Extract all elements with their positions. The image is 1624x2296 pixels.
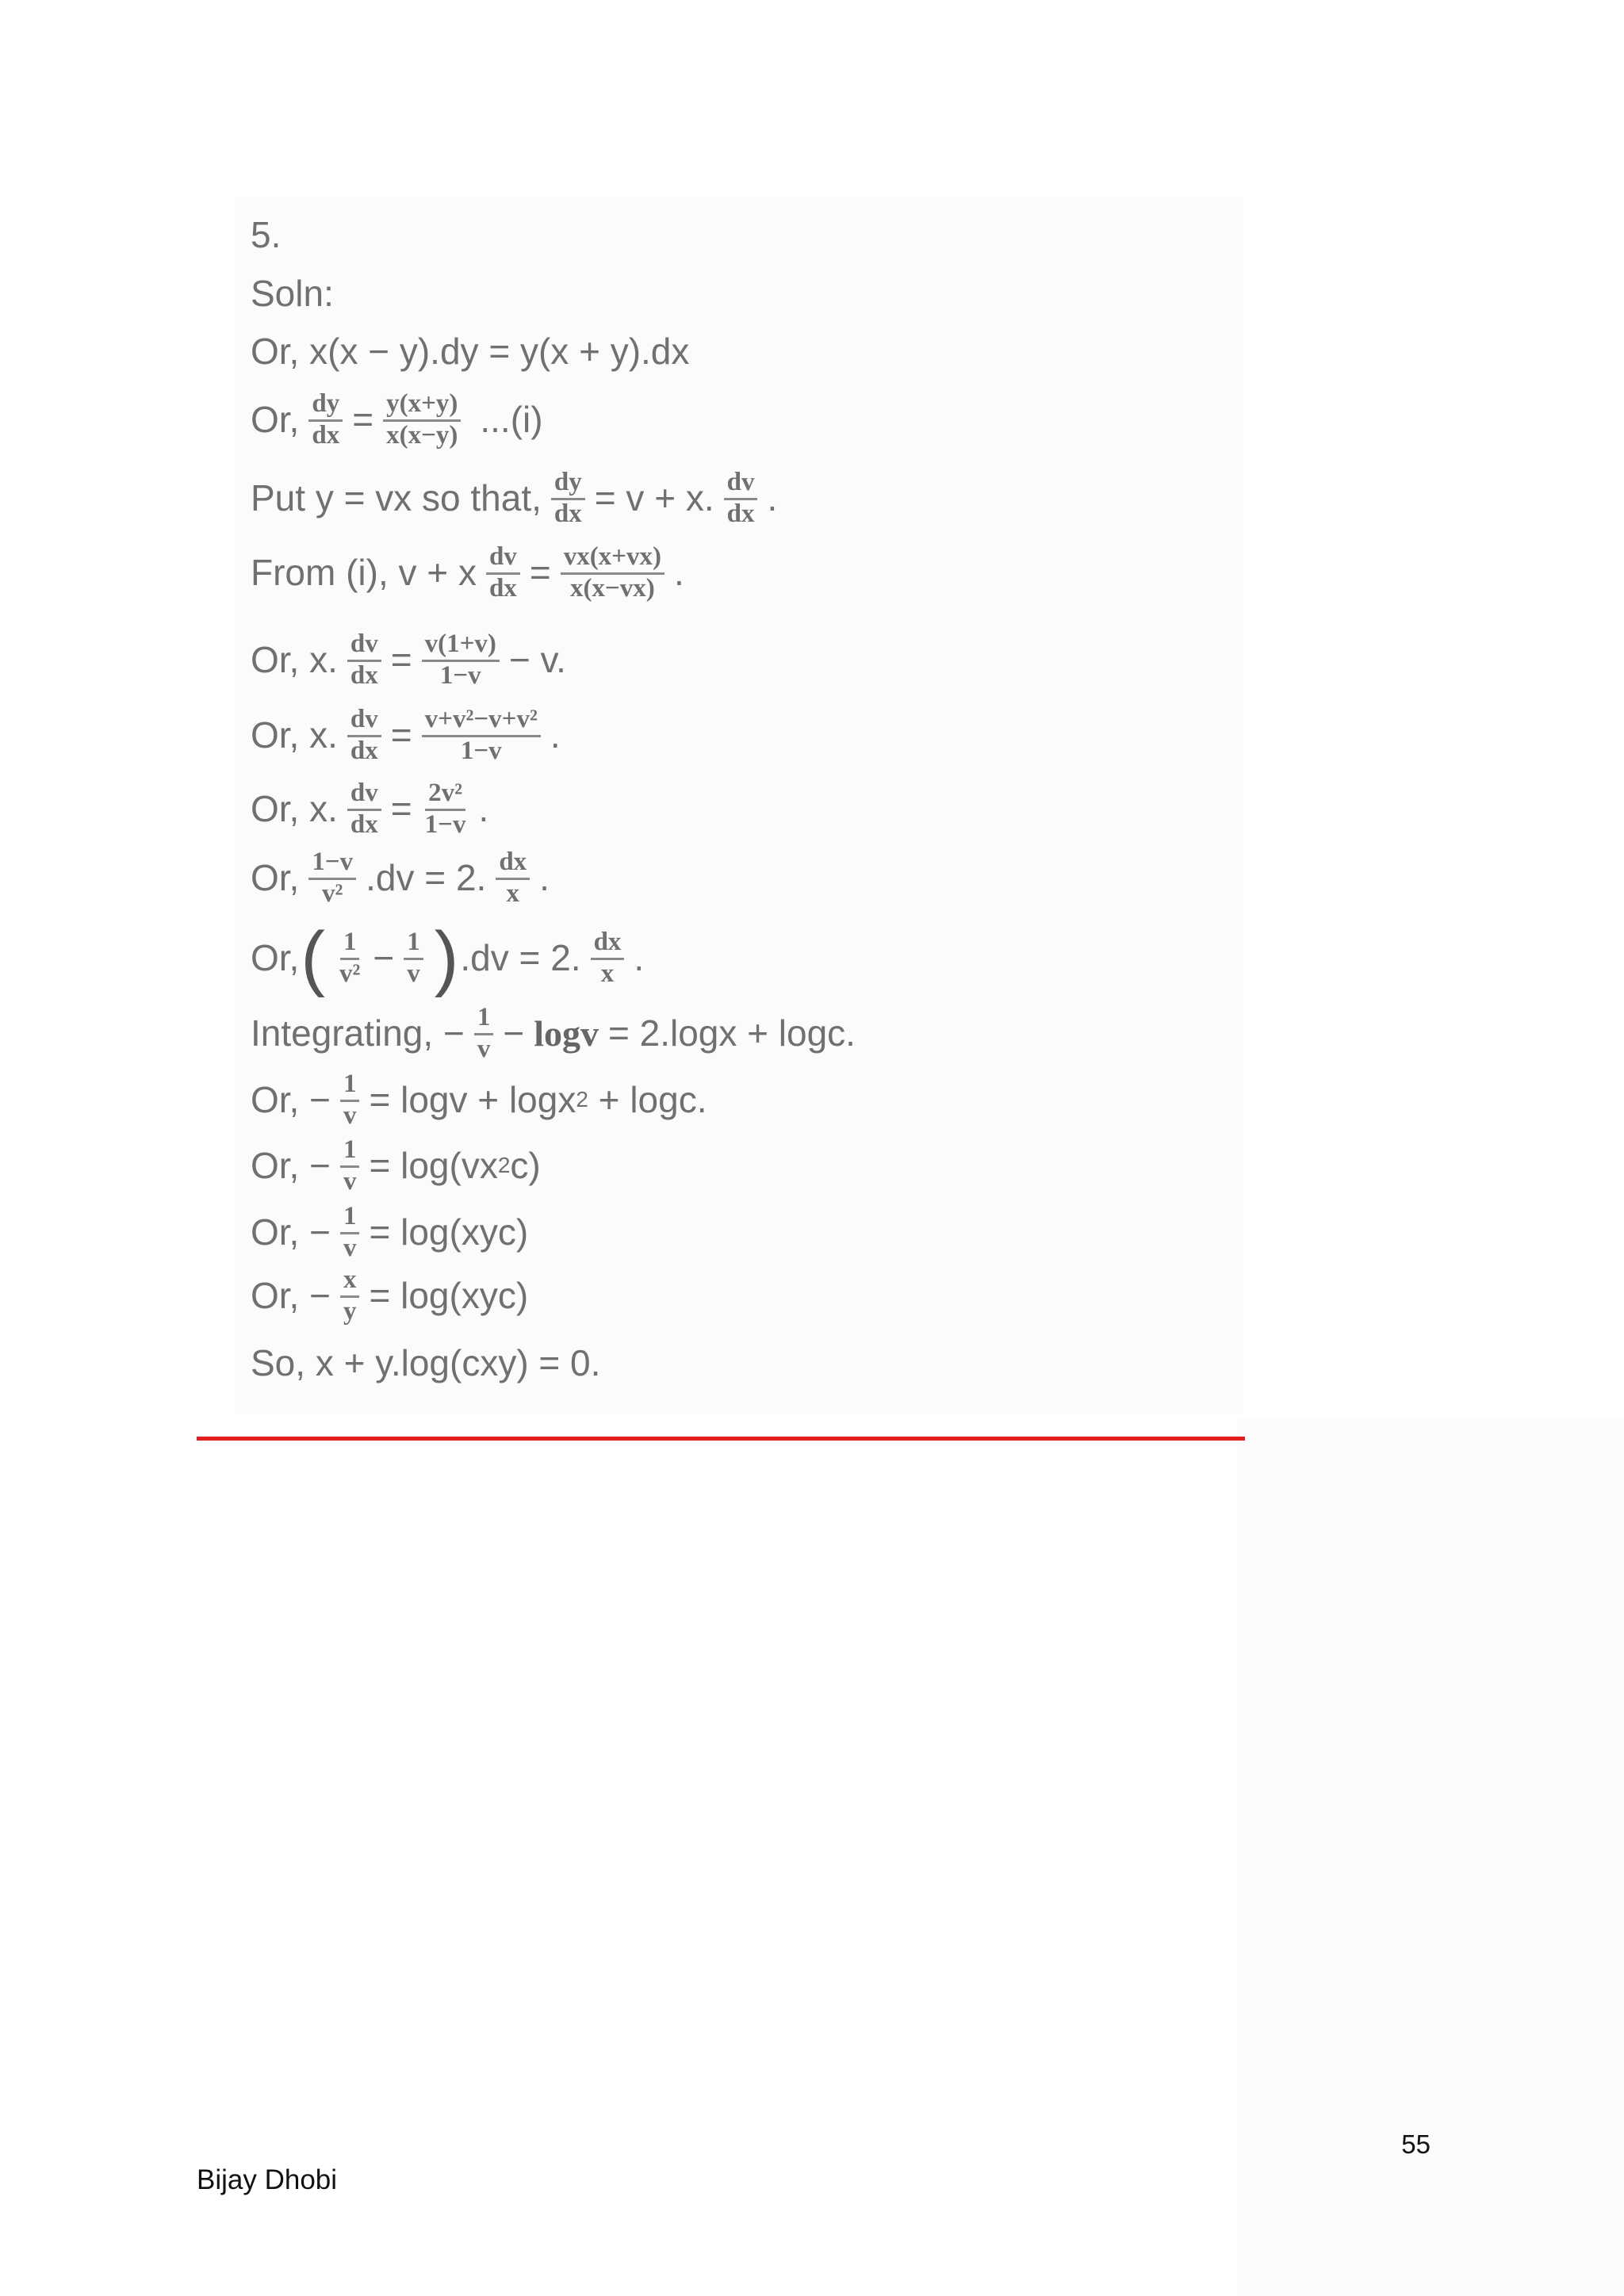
fraction: $\frac{dy}{dx}$ <box>551 469 585 527</box>
fraction: $\frac{\text{v+v²−v+v²}}{1-v}$ <box>422 706 541 764</box>
solution-line: Or, ( $\frac{1}{\text{v²}}$ − $\frac{1}{v}$ ) .dv = 2. $\frac{dx}{x}$ . <box>251 917 645 998</box>
fraction: $\frac{\text{2v²}}{1-v}$ <box>424 778 466 839</box>
fraction: $\frac{dv}{dx}$ <box>347 706 381 764</box>
fraction: $\frac{v(1+v)}{1-v}$ <box>422 630 500 689</box>
solution-line: Or, x. $\frac{dv}{dx}$ = $\frac{\text{2v²}}{1-v}$ . <box>251 778 489 839</box>
author-name: Bijay Dhobi <box>197 2164 338 2195</box>
fraction: $\frac{1}{v}$ <box>404 928 423 987</box>
page-shading <box>1237 1419 1624 2296</box>
left-parenthesis: ( <box>301 917 325 998</box>
solution-line: Or, $\frac{1-v}{\text{v²}}$ .dv = 2. $\frac{dx}{x}$ . <box>251 847 550 908</box>
fraction: $\frac{y(x+y)}{x(x-y)}$ <box>383 390 461 449</box>
fraction: $\frac{dy}{dx}$ <box>308 390 343 449</box>
fraction: $\frac{1}{v}$ <box>340 1070 360 1129</box>
fraction: $\frac{1-v}{\text{v²}}$ <box>308 848 356 907</box>
solution-line: So, x + y.log(cxy) = 0. <box>251 1342 601 1383</box>
solution-line: Or, − $\frac{x}{y}$ = log(xyc) <box>251 1265 529 1326</box>
solution-line: Or, − $\frac{1}{v}$ = logv + logx 2 + logc. <box>251 1069 707 1130</box>
solution-line: Integrating, − $\frac{1}{v}$ − logv = 2.logx + logc. <box>251 1002 856 1063</box>
solution-line: Or, x. $\frac{dv}{dx}$ = $\frac{\text{v+v²−v+v²}}{1-v}$ . <box>251 704 561 765</box>
solution-line: Or, − $\frac{1}{v}$ = log(vx 2 c) <box>251 1135 541 1196</box>
solution-line: Put y = vx so that, $\frac{dy}{dx}$ = v + x. $\frac{dv}{dx}$ . <box>251 467 778 528</box>
fraction: $\frac{dv}{dx}$ <box>486 543 520 602</box>
solution-line: Or, x. $\frac{dv}{dx}$ = $\frac{v(1+v)}{1-v}$ − v. <box>251 629 566 690</box>
fraction: $\frac{dx}{x}$ <box>591 928 625 987</box>
solution-line: Or, $\frac{dy}{dx}$ = $\frac{y(x+y)}{x(x-y)}$ ...(i) <box>251 388 543 450</box>
fraction: $\frac{dx}{x}$ <box>496 848 530 907</box>
fraction: $\frac{1}{v}$ <box>474 1004 494 1062</box>
solution-label: Soln: <box>251 273 334 314</box>
solution-line: Or, x(x − y).dy = y(x + y).dx <box>251 331 690 372</box>
red-divider-rule <box>197 1437 1245 1441</box>
solution-line: Or, − $\frac{1}{v}$ = log(xyc) <box>251 1201 529 1262</box>
problem-number: 5. <box>251 214 282 255</box>
fraction: $\frac{dv}{dx}$ <box>724 469 758 527</box>
fraction: $\frac{1}{v}$ <box>340 1203 360 1261</box>
fraction: $\frac{1}{\text{v²}}$ <box>339 927 361 988</box>
fraction: $\frac{dv}{dx}$ <box>347 630 381 689</box>
fraction: $\frac{x}{y}$ <box>340 1266 360 1325</box>
fraction: $\frac{1}{v}$ <box>340 1136 360 1195</box>
solution-line: From (i), v + x $\frac{dv}{dx}$ = $\frac{vx(x+vx)}{x(x-vx)}$ . <box>251 541 684 603</box>
page-number: 55 <box>1401 2130 1431 2159</box>
fraction: $\frac{vx(x+vx)}{x(x-vx)}$ <box>561 543 665 602</box>
fraction: $\frac{dv}{dx}$ <box>347 779 381 838</box>
right-parenthesis: ) <box>434 917 459 998</box>
